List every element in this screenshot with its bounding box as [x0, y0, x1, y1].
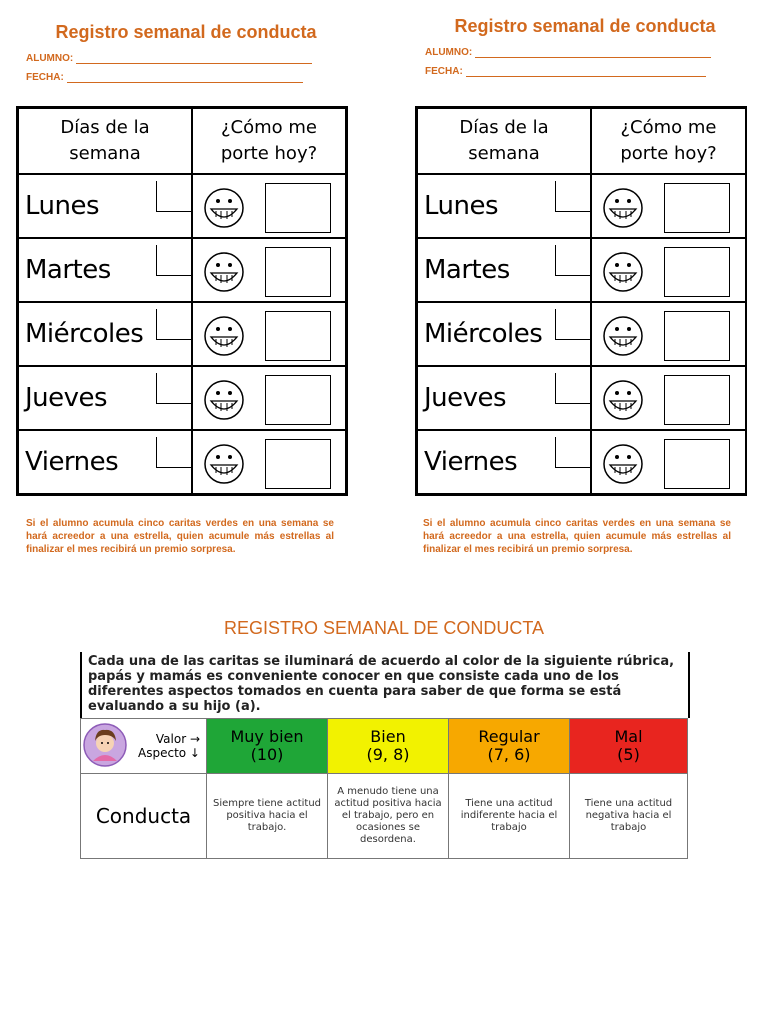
mark-box[interactable] [265, 311, 331, 361]
mood-cell[interactable] [591, 238, 746, 302]
mood-cell[interactable] [192, 430, 347, 495]
desc-bien: A menudo tiene una actitud positiva hacia el trabajo, pero en ocasiones se desordena. [328, 774, 449, 859]
mood-cell[interactable] [192, 302, 347, 366]
header-days: Días de la semana [18, 108, 193, 174]
day-jueves: Jueves [417, 366, 592, 430]
aspecto-label: Aspecto ↓ [138, 746, 200, 760]
mood-cell[interactable] [591, 174, 746, 238]
level-bien: Bien (9, 8) [328, 719, 449, 774]
mark-box[interactable] [265, 439, 331, 489]
mark-box[interactable] [265, 183, 331, 233]
valor-aspecto-cell [81, 719, 207, 774]
mark-box[interactable] [265, 375, 331, 425]
smiley-icon[interactable] [602, 251, 644, 293]
day-martes: Martes [417, 238, 592, 302]
header-mood: ¿Cómo me porte hoy? [591, 108, 746, 174]
day-viernes: Viernes [417, 430, 592, 495]
header-mood: ¿Cómo me porte hoy? [192, 108, 347, 174]
mark-box[interactable] [664, 439, 730, 489]
rubric-title: REGISTRO SEMANAL DE CONDUCTA [223, 618, 545, 638]
level-mal: Mal (5) [570, 719, 688, 774]
week-table-right [415, 106, 747, 496]
mark-box[interactable] [664, 311, 730, 361]
mood-cell[interactable] [591, 302, 746, 366]
day-miercoles: Miércoles [417, 302, 592, 366]
alumno-label: ALUMNO: [425, 47, 473, 58]
desc-regular: Tiene una actitud indiferente hacia el trabajo [449, 774, 570, 859]
fecha-label: FECHA: [26, 72, 64, 83]
day-viernes: Viernes [18, 430, 193, 495]
mood-cell[interactable] [192, 238, 347, 302]
day-lunes: Lunes [18, 174, 193, 238]
smiley-icon[interactable] [203, 315, 245, 357]
smiley-icon[interactable] [203, 251, 245, 293]
rubric-table [80, 718, 688, 859]
alumno-label: ALUMNO: [26, 53, 74, 64]
smiley-icon[interactable] [203, 443, 245, 485]
alumno-field[interactable] [425, 47, 755, 58]
smiley-icon[interactable] [602, 187, 644, 229]
smiley-icon[interactable] [203, 379, 245, 421]
level-regular: Regular (7, 6) [449, 719, 570, 774]
mark-box[interactable] [664, 375, 730, 425]
mood-cell[interactable] [192, 174, 347, 238]
day-miercoles: Miércoles [18, 302, 193, 366]
valor-label: Valor → [155, 732, 200, 746]
smiley-icon[interactable] [602, 315, 644, 357]
fecha-label: FECHA: [425, 66, 463, 77]
desc-muy-bien: Siempre tiene actitud positiva hacia el trabajo. [207, 774, 328, 859]
teacher-avatar-icon [83, 723, 127, 767]
sheet-title: Registro semanal de conducta [55, 22, 317, 42]
sheet-title: Registro semanal de conducta [454, 16, 716, 36]
mood-cell[interactable] [591, 430, 746, 495]
rubric-panel [80, 652, 690, 859]
day-martes: Martes [18, 238, 193, 302]
behavior-sheet-right [415, 0, 755, 77]
behavior-sheet-left [16, 0, 356, 83]
fecha-field[interactable] [425, 66, 755, 77]
day-lunes: Lunes [417, 174, 592, 238]
level-muy-bien: Muy bien (10) [207, 719, 328, 774]
fecha-field[interactable] [26, 72, 356, 83]
aspect-conducta: Conducta [81, 774, 207, 859]
day-jueves: Jueves [18, 366, 193, 430]
mark-box[interactable] [664, 183, 730, 233]
mark-box[interactable] [265, 247, 331, 297]
mark-box[interactable] [664, 247, 730, 297]
reward-note: Si el alumno acumula cinco caritas verdes en una semana se hará acreedor a una estrella, quien acumule más estrellas al finalizar el mes recibirá un premio sorpresa. [26, 518, 334, 555]
smiley-icon[interactable] [602, 443, 644, 485]
smiley-icon[interactable] [203, 187, 245, 229]
mood-cell[interactable] [192, 366, 347, 430]
mood-cell[interactable] [591, 366, 746, 430]
header-days: Días de la semana [417, 108, 592, 174]
smiley-icon[interactable] [602, 379, 644, 421]
rubric-intro: Cada una de las caritas se iluminará de acuerdo al color de la siguiente rúbrica, papás y mamás es conveniente conocer en que consiste cada uno de los diferentes aspectos tomados en cuenta para saber de que forma se está evaluando a su hijo (a). [80, 652, 690, 718]
reward-note: Si el alumno acumula cinco caritas verdes en una semana se hará acreedor a una estrella, quien acumule más estrellas al finalizar el mes recibirá un premio sorpresa. [423, 518, 731, 555]
week-table-left [16, 106, 348, 496]
alumno-field[interactable] [26, 53, 356, 64]
desc-mal: Tiene una actitud negativa hacia el trabajo [570, 774, 688, 859]
